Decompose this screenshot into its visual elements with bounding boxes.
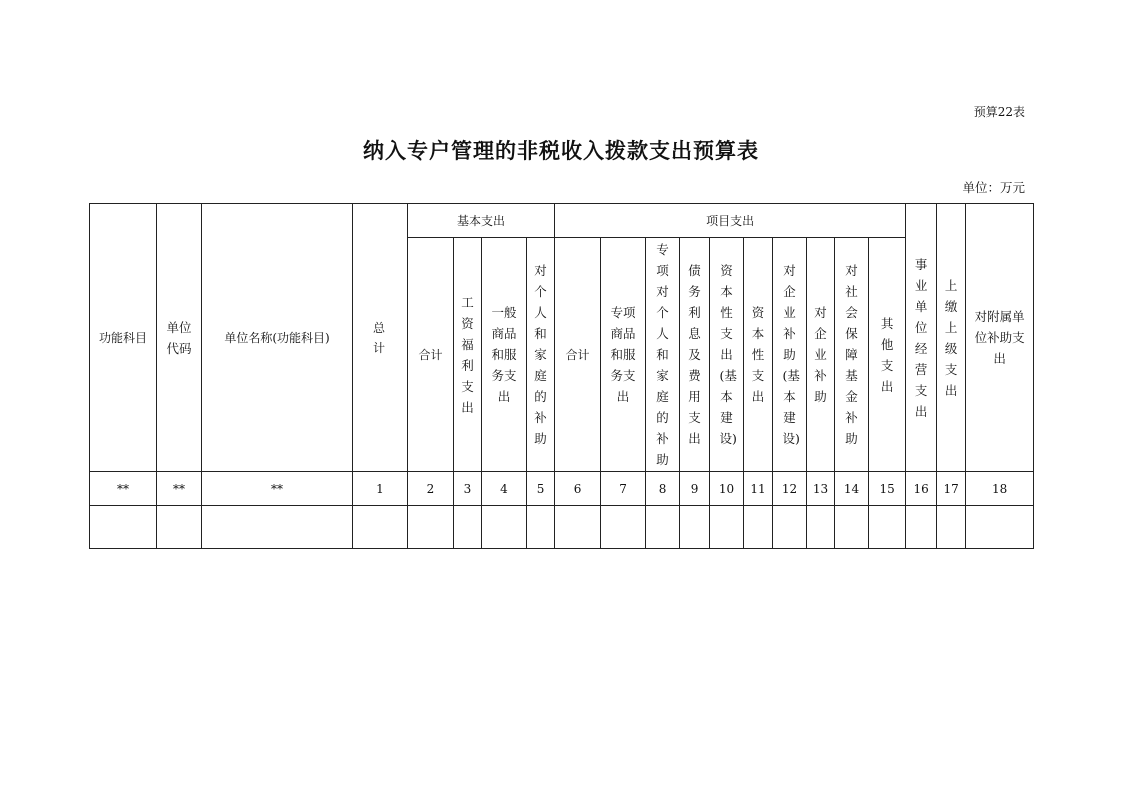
- page-title: 纳入专户管理的非税收入拨款支出预算表: [363, 139, 759, 163]
- data-cell: [353, 506, 408, 549]
- header-unit-code: 单位代码: [157, 204, 202, 472]
- header-project-group: 项目支出: [555, 204, 906, 238]
- data-cell: [680, 506, 710, 549]
- column-index-row: [90, 472, 1034, 506]
- data-cell: [90, 506, 157, 549]
- header-basic-goods: 一般商品和服务支出: [482, 238, 527, 472]
- header-project-special-personal: 专项对个人和家庭的补助: [646, 238, 680, 472]
- data-cell: [408, 506, 454, 549]
- header-total: 总计: [353, 204, 408, 472]
- header-project-capital: 资本性支出: [744, 238, 773, 472]
- header-project-capital-construction: 资本性支出(基本建设): [710, 238, 744, 472]
- index-cell: 15: [869, 472, 906, 506]
- data-cell: [835, 506, 869, 549]
- header-affiliated: 对附属单位补助支出: [966, 204, 1034, 472]
- data-cell: [482, 506, 527, 549]
- header-unit-name: 单位名称(功能科目): [202, 204, 353, 472]
- index-cell: 16: [906, 472, 937, 506]
- data-cell: [555, 506, 601, 549]
- index-cell: 5: [527, 472, 555, 506]
- index-cell: 7: [601, 472, 646, 506]
- index-cell: 1: [353, 472, 408, 506]
- header-row-groups: [90, 204, 1034, 238]
- index-cell: 4: [482, 472, 527, 506]
- index-cell: 6: [555, 472, 601, 506]
- data-cell: [202, 506, 353, 549]
- data-cell: [157, 506, 202, 549]
- data-cell: [937, 506, 966, 549]
- header-project-enterprise: 对企业补助: [807, 238, 835, 472]
- unit-label: 单位：万元: [962, 180, 1025, 195]
- data-cell: [906, 506, 937, 549]
- budget-table: [89, 203, 1034, 549]
- header-project-special-goods: 专项商品和服务支出: [601, 238, 646, 472]
- header-upper-remit: 上缴上级支出: [937, 204, 966, 472]
- index-cell: **: [157, 472, 202, 506]
- header-project-enterprise-construction: 对企业补助(基本建设): [773, 238, 807, 472]
- header-project-other: 其他支出: [869, 238, 906, 472]
- index-cell: **: [90, 472, 157, 506]
- index-cell: 8: [646, 472, 680, 506]
- index-cell: 3: [454, 472, 482, 506]
- index-cell: 18: [966, 472, 1034, 506]
- header-operating: 事业单位经营支出: [906, 204, 937, 472]
- header-basic-subtotal: 合计: [408, 238, 454, 472]
- data-cell: [527, 506, 555, 549]
- header-basic-group: 基本支出: [408, 204, 555, 238]
- data-cell: [869, 506, 906, 549]
- data-cell: [710, 506, 744, 549]
- header-project-social-security: 对社会保障基金补助: [835, 238, 869, 472]
- data-row: [90, 506, 1034, 549]
- data-cell: [966, 506, 1034, 549]
- data-cell: [807, 506, 835, 549]
- data-cell: [646, 506, 680, 549]
- data-cell: [454, 506, 482, 549]
- index-cell: 17: [937, 472, 966, 506]
- data-cell: [744, 506, 773, 549]
- index-cell: **: [202, 472, 353, 506]
- header-basic-wages: 工资福利支出: [454, 238, 482, 472]
- header-project-debt-interest: 债务利息及费用支出: [680, 238, 710, 472]
- index-cell: 11: [744, 472, 773, 506]
- index-cell: 10: [710, 472, 744, 506]
- form-number: 预算22表: [973, 105, 1025, 119]
- index-cell: 9: [680, 472, 710, 506]
- header-basic-personal: 对个人和家庭的补助: [527, 238, 555, 472]
- data-cell: [601, 506, 646, 549]
- index-cell: 13: [807, 472, 835, 506]
- index-cell: 2: [408, 472, 454, 506]
- header-project-subtotal: 合计: [555, 238, 601, 472]
- index-cell: 14: [835, 472, 869, 506]
- index-cell: 12: [773, 472, 807, 506]
- data-cell: [773, 506, 807, 549]
- header-function-subject: 功能科目: [90, 204, 157, 472]
